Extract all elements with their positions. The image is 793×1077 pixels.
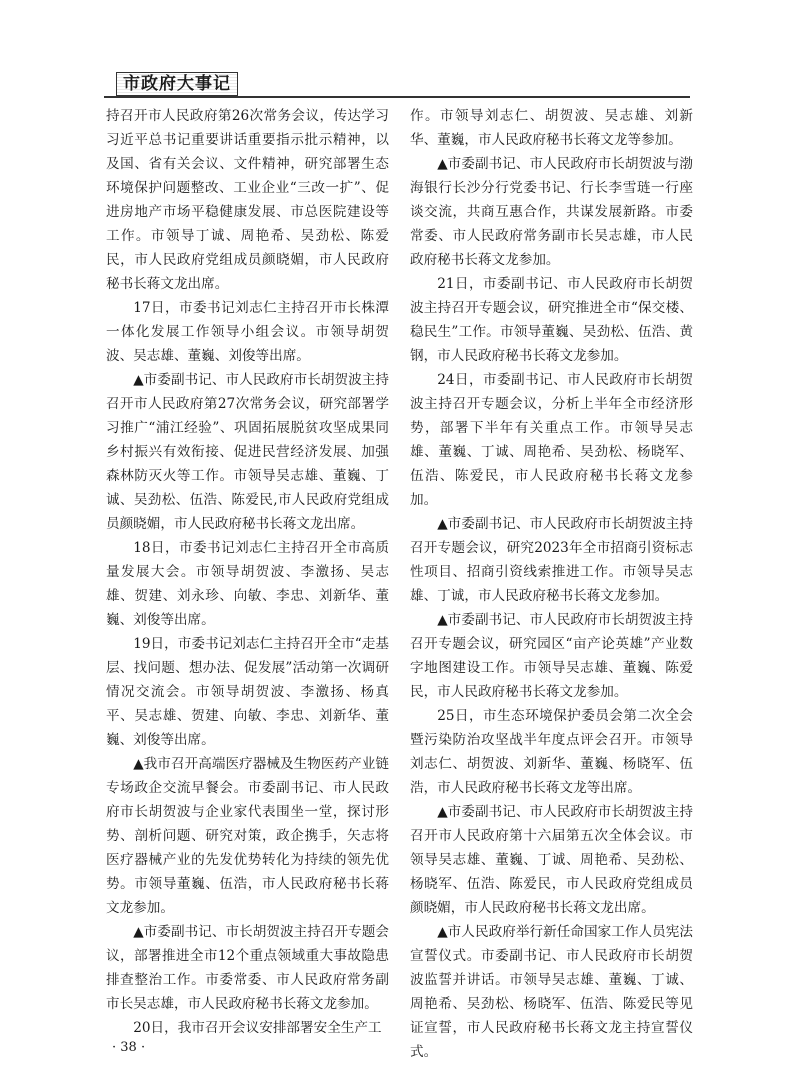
- paragraph: 17日，市委书记刘志仁主持召开市长株潭一体化发展工作领导小组会议。市领导胡贺波、吴志雄、董巍、刘俊等出席。: [106, 300, 389, 364]
- paragraph: ▲市委副书记、市人民政府市长胡贺波主持召开专题会议，研究2023年全市招商引资标志性项目、招商引资线索推进工作。市领导吴志雄、丁诚，市人民政府秘书长蒋文龙参加。: [410, 516, 693, 604]
- paragraph: 21日，市委副书记、市人民政府市长胡贺波主持召开专题会议，研究推进全市“保交楼、稳民生”工作。市领导董巍、吴劲松、伍浩、黄钢，市人民政府秘书长蒋文龙参加。: [410, 276, 693, 364]
- paragraph: ▲市委副书记、市长胡贺波主持召开专题会议，部署推进全市12个重点领域重大事故隐患排查整治工作。市委常委、市人民政府常务副市长吴志雄，市人民政府秘书长蒋文龙参加。: [106, 924, 389, 1012]
- section-title: 市政府大事记: [116, 72, 238, 96]
- paragraph: ▲我市召开高端医疗器械及生物医药产业链专场政企交流早餐会。市委副书记、市人民政府市长胡贺波与企业家代表围坐一堂，探讨形势、剖析问题、研究对策，政企携手，矢志将医疗器械产业的先发优势转化为持续的领先优势。市领导董巍、伍浩，市人民政府秘书长蒋文龙参加。: [106, 756, 389, 916]
- paragraph: 作。市领导刘志仁、胡贺波、吴志雄、刘新华、董巍，市人民政府秘书长蒋文龙等参加。: [410, 108, 693, 148]
- page-header: [104, 70, 690, 98]
- paragraph: ▲市委副书记、市人民政府市长胡贺波主持召开市人民政府第十六届第五次全体会议。市领导吴志雄、董巍、丁诚、周艳希、吴劲松、杨晓军、伍浩、陈爱民，市人民政府党组成员颜晓媚，市人民政府秘书长蒋文龙出席。: [410, 804, 693, 916]
- header-divider: [104, 96, 690, 98]
- paragraph: 25日，市生态环境保护委员会第二次全会暨污染防治攻坚战半年度点评会召开。市领导刘志仁、胡贺波、刘新华、董巍、杨晓军、伍浩，市人民政府秘书长蒋文龙等出席。: [410, 708, 693, 796]
- page-number: · 38 ·: [112, 1040, 146, 1055]
- paragraph: 20日，我市召开会议安排部署安全生产工: [133, 1020, 382, 1036]
- paragraph: ▲市委副书记、市人民政府市长胡贺波与渤海银行长沙分行党委书记、行长李雪琏一行座谈交流，共商互惠合作，共谋发展新路。市委常委、市人民政府常务副市长吴志雄，市人民政府秘书长蒋文龙参加。: [410, 156, 693, 268]
- paragraph: 24日，市委副书记、市人民政府市长胡贺波主持召开专题会议，分析上半年全市经济形势，部署下半年有关重点工作。市领导吴志雄、董巍、丁诚、周艳希、吴劲松、杨晓军、伍浩、陈爱民，市人民政府秘书长蒋文龙参加。: [410, 372, 693, 508]
- paragraph: ▲市委副书记、市人民政府市长胡贺波主持召开市人民政府第27次常务会议，研究部署学习推广“浦江经验”、巩固拓展脱贫攻坚成果同乡村振兴有效衔接、促进民营经济发展、加强森林防灭火等工作。市领导吴志雄、董巍、丁诚、吴劲松、伍浩、陈爱民,市人民政府党组成员颜晓媚，市人民政府秘书长蒋文龙出席。: [106, 372, 389, 532]
- left-column: [106, 104, 389, 1040]
- right-column: [410, 104, 693, 1064]
- paragraph: ▲市委副书记、市人民政府市长胡贺波主持召开专题会议，研究园区“亩产论英雄”产业数字地图建设工作。市领导吴志雄、董巍、陈爱民，市人民政府秘书长蒋文龙参加。: [410, 612, 693, 700]
- paragraph: ▲市人民政府举行新任命国家工作人员宪法宣誓仪式。市委副书记、市人民政府市长胡贺波监誓并讲话。市领导吴志雄、董巍、丁诚、周艳希、吴劲松、杨晓军、伍浩、陈爱民等见证宣誓，市人民政府秘书长蒋文龙主持宣誓仪式。: [410, 924, 693, 1060]
- paragraph: 18日，市委书记刘志仁主持召开全市高质量发展大会。市领导胡贺波、李激扬、吴志雄、贺建、刘永珍、向敏、李忠、刘新华、董巍、刘俊等出席。: [106, 540, 389, 628]
- paragraph: 19日，市委书记刘志仁主持召开全市“走基层、找问题、想办法、促发展”活动第一次调研情况交流会。市领导胡贺波、李激扬、杨真平、吴志雄、贺建、向敏、李忠、刘新华、董巍、刘俊等出席。: [106, 636, 389, 748]
- paragraph: 持召开市人民政府第26次常务会议，传达学习习近平总书记重要讲话重要指示批示精神，以及国、省有关会议、文件精神，研究部署生态环境保护问题整改、工业企业“三改一扩”、促进房地产市场平稳健康发展、市总医院建设等工作。市领导丁诚、周艳希、吴劲松、陈爱民，市人民政府党组成员颜晓媚，市人民政府秘书长蒋文龙出席。: [106, 108, 389, 292]
